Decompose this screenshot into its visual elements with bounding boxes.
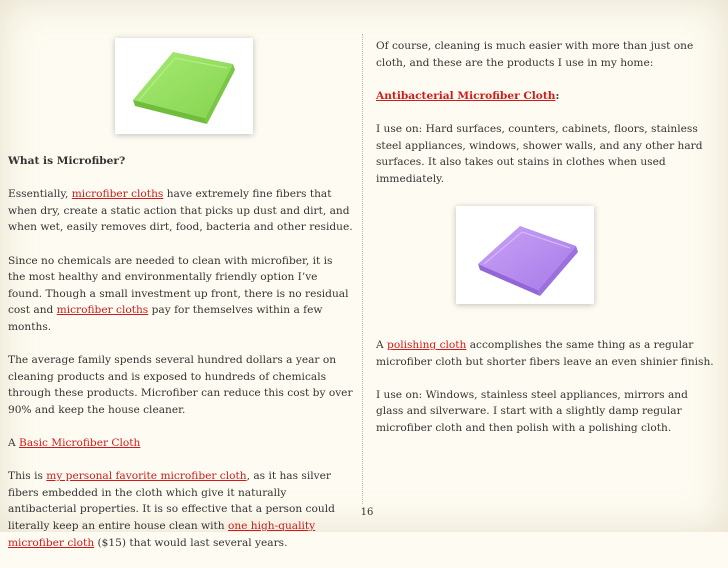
image-spacer <box>8 10 353 153</box>
favorite-microfiber-cloth-link[interactable]: my personal favorite microfiber cloth <box>46 470 247 483</box>
basic-microfiber-cloth-link[interactable]: Basic Microfiber Cloth <box>19 437 141 450</box>
paragraph-product2-use: I use on: Windows, stainless steel appliances, mirrors and glass and silverware. I start with a slightly damp regular microfiber cloth and then polish with a polishing cloth. <box>376 388 688 434</box>
paragraph-basic-cloth <box>8 435 353 452</box>
text: pay for themselves within a few months. <box>8 304 323 333</box>
column-divider <box>362 34 363 504</box>
paragraph-favorite <box>8 468 353 551</box>
paragraph-no-chemicals <box>8 253 353 336</box>
text: , as it has silver fibers embedded in the cloth which give it naturally antibacterial properties. It is so effective that a person could literally keep an entire house clean with <box>8 470 335 533</box>
text: Essentially, <box>8 188 72 201</box>
polishing-cloth-link[interactable]: polishing cloth <box>387 338 467 351</box>
paragraph-cost: The average family spends several hundred dollars a year on cleaning products and is exposed to hundreds of chemicals through these products. Microfiber can reduce this cost by over 90% and keep the house cleaner. <box>8 354 353 416</box>
high-quality-microfiber-cloth-link[interactable]: one high-quality microfiber cloth <box>8 520 316 549</box>
page-number: 16 <box>360 507 374 518</box>
paragraph-polishing <box>376 337 718 370</box>
paragraph-what-is <box>8 186 353 236</box>
product-heading <box>376 88 718 105</box>
text: Since no chemicals are needed to clean with microfiber, it is the most healthy and environmentally friendly option I’ve found. Though a small investment up front, there is no residual cost and <box>8 254 349 317</box>
right-column <box>376 38 718 453</box>
text: accomplishes the same thing as a regular microfiber cloth but shorter fibers leave an even shinier finish. <box>376 338 714 368</box>
text: ($15) that would last several years. <box>94 536 288 549</box>
paragraph-product1-use: I use on: Hard surfaces, counters, cabinets, floors, stainless steel appliances, windows, shower walls, and any other hard surfaces. It also takes out stains in clothes when used immediately. <box>376 122 703 185</box>
antibacterial-microfiber-cloth-link[interactable]: Antibacterial Microfiber Cloth <box>376 89 556 102</box>
text: A <box>376 338 388 351</box>
microfiber-cloths-link-2[interactable]: microfiber cloths <box>56 304 149 317</box>
text: A <box>8 437 20 450</box>
section-heading: What is Microfiber? <box>8 155 126 167</box>
left-column <box>8 10 353 568</box>
microfiber-cloths-link[interactable]: microfiber cloths <box>71 188 164 201</box>
colon: : <box>555 89 560 102</box>
paragraph-intro: Of course, cleaning is much easier with more than just one cloth, and these are the products I use in my home: <box>376 40 694 69</box>
image-spacer <box>376 204 718 337</box>
text: This is <box>8 470 47 483</box>
text: have extremely fine fibers that when dry, create a static action that picks up dust and dirt, and when wet, easily removes dirt, food, bacteria and other residue. <box>8 188 353 234</box>
